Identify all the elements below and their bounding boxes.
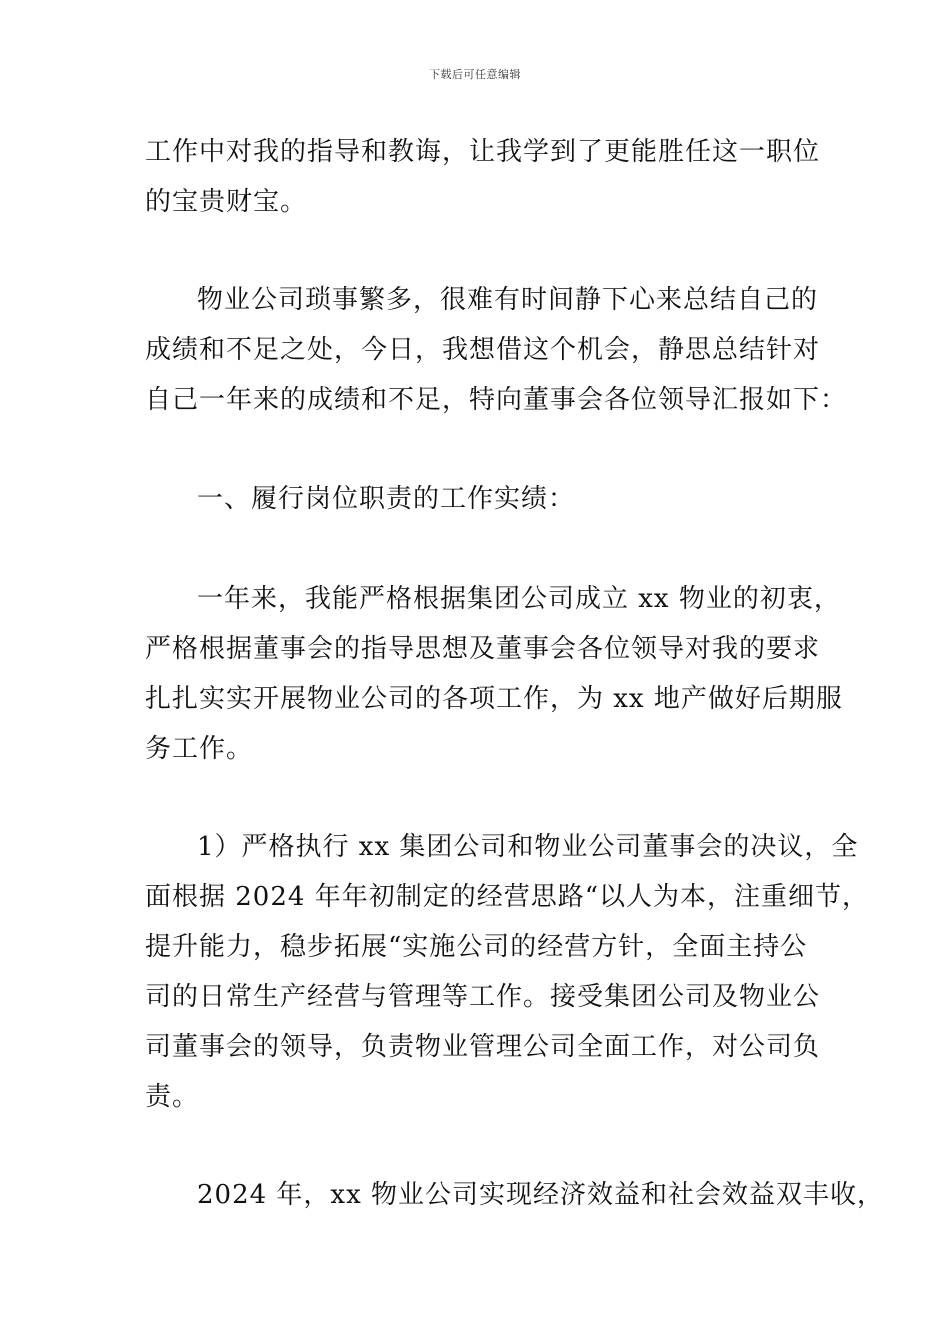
paragraph-5 xyxy=(145,822,869,1122)
paragraph-line: 提升能力，稳步拓展“实施公司的经营方针，全面主持公 xyxy=(145,932,808,962)
header-note: 下载后可任意编辑 xyxy=(429,68,521,81)
paragraph-line: 工作中对我的指导和教诲，让我学到了更能胜任这一职位 xyxy=(145,137,821,167)
paragraph-2 xyxy=(145,275,848,425)
paragraph-line: 扎扎实实开展物业公司的各项工作，为 xx 地产做好后期服 xyxy=(145,684,843,714)
paragraph-line: 严格根据董事会的指导思想及董事会各位领导对我的要求 xyxy=(145,634,821,664)
paragraph-line: 面根据 2024 年年初制定的经营思路“以人为本，注重细节， xyxy=(145,882,869,912)
paragraph-6 xyxy=(145,1170,885,1220)
paragraph-line: 务工作。 xyxy=(145,734,254,764)
paragraph-line: 物业公司琐事繁多，很难有时间静下心来总结自己的 xyxy=(197,285,819,315)
paragraph-line: 一年来，我能严格根据集团公司成立 xx 物业的初衷， xyxy=(197,584,841,614)
paragraph-line: 成绩和不足之处，今日，我想借这个机会，静思总结针对 xyxy=(145,335,821,365)
paragraph-4 xyxy=(145,574,843,774)
paragraph-line: 的宝贵财宝。 xyxy=(145,187,308,217)
paragraph-1 xyxy=(145,127,825,227)
paragraph-line: 1）严格执行 xx 集团公司和物业公司董事会的决议，全 xyxy=(197,832,859,862)
paragraph-line: 2024 年，xx 物业公司实现经济效益和社会效益双丰收， xyxy=(197,1180,885,1210)
paragraph-line: 一、履行岗位职责的工作实绩： xyxy=(197,484,576,514)
paragraph-line: 自己一年来的成绩和不足，特向董事会各位领导汇报如下： xyxy=(145,385,848,415)
paragraph-line: 司董事会的领导，负责物业管理公司全面工作，对公司负 xyxy=(145,1032,821,1062)
paragraph-line: 责。 xyxy=(145,1082,200,1112)
paragraph-line: 司的日常生产经营与管理等工作。接受集团公司及物业公 xyxy=(145,982,821,1012)
section-heading xyxy=(145,474,825,524)
